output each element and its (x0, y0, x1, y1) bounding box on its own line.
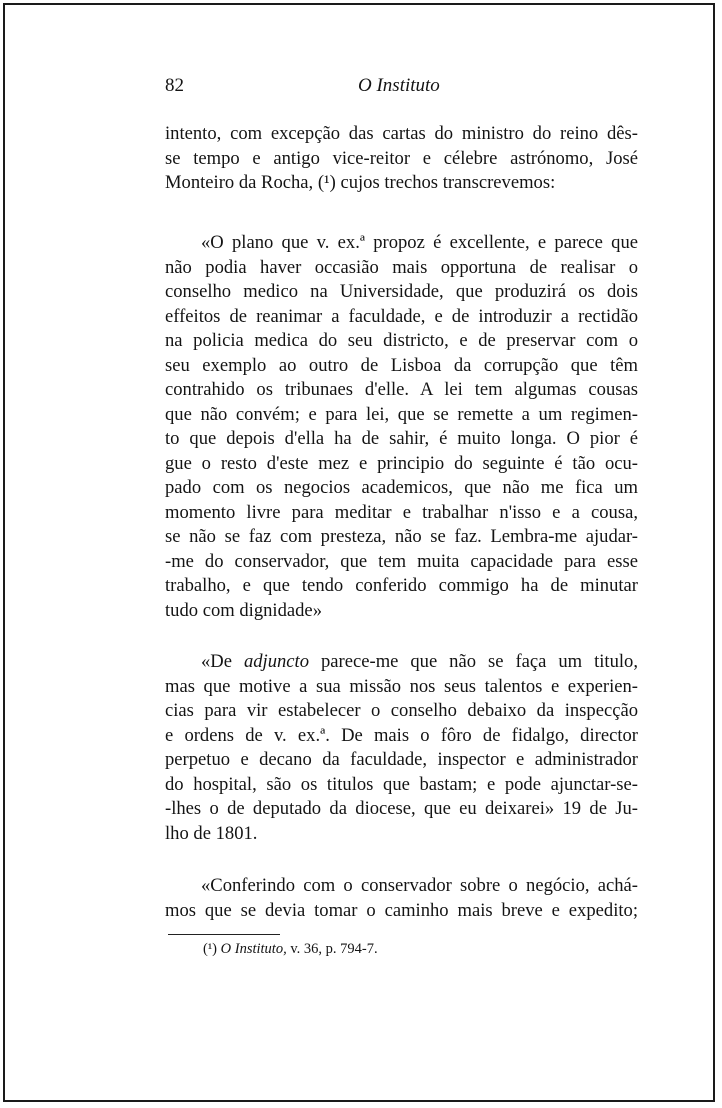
conferindo-paragraph (165, 874, 638, 923)
text-line: pado com os negocios academicos, que não me fica um (165, 477, 638, 498)
text-fragment: «De (201, 651, 244, 672)
text-line: perpetuo e decano da faculdade, inspector e administrador (165, 749, 638, 770)
text-line: tudo com dignidade» (165, 599, 322, 621)
text-line: do hospital, são os titulos que bastam; e pode ajunctar-se- (165, 773, 638, 795)
adjuncto-paragraph (165, 650, 638, 846)
running-title: O Instituto (358, 75, 440, 96)
text-line: intento, com excepção das cartas do ministro do reino dês- (165, 123, 638, 144)
page-number: 82 (165, 75, 184, 96)
text-line: conselho medico na Universidade, que produzirá os dois (165, 281, 638, 302)
text-line: «Conferindo com o conservador sobre o negócio, achá- (201, 875, 638, 896)
text-line: na policia medica do seu districto, e de preservar com o (165, 330, 638, 351)
text-line: -me do conservador, que tem muita capacidade para esse (165, 550, 638, 572)
text-line: mos que se devia tomar o caminho mais breve e expedito; (165, 899, 638, 921)
text-line: mas que motive a sua missão nos seus talentos e experien- (165, 675, 638, 697)
text-line: trabalho, e que tendo conferido commigo ha de minutar (165, 575, 638, 596)
text-line: que não convém; e para lei, que se remette a um regimen- (165, 403, 638, 425)
paragraph-intro (165, 122, 638, 196)
footnote-marker: (¹) (203, 941, 218, 957)
text-line (165, 650, 638, 675)
text-line: Monteiro da Rocha, (¹) cujos trechos transcrevemos: (165, 172, 556, 193)
text-line: to que depois d'ella ha de sahir, é muito longa. O pior é (165, 428, 638, 449)
text-line: lho de 1801. (165, 822, 258, 844)
quoted-letter-paragraph (165, 231, 638, 623)
text-line: «O plano que v. ex.ª propoz é excellente, e parece que (201, 232, 638, 253)
footnote-divider (168, 934, 280, 935)
emphasis-adjuncto: adjuncto (243, 651, 310, 672)
text-fragment: parece-me que não se faça um titulo, (309, 651, 638, 672)
footnote-journal: O Instituto, (220, 941, 287, 957)
text-line: não podia haver occasião mais opportuna de realisar o (165, 256, 638, 278)
text-line: -lhes o de deputado da diocese, que eu deixarei» 19 de Ju- (165, 798, 638, 819)
text-line: gue o resto d'este mez e principio do seguinte é tão ocu- (165, 452, 638, 474)
text-line: e ordens de v. ex.ª. De mais o fôro de fidalgo, director (165, 724, 638, 746)
text-line: cias para vir estabelecer o conselho debaixo da inspecção (165, 700, 638, 721)
text-line: momento livre para meditar e trabalhar n'isso e a cousa, (165, 501, 638, 523)
text-line: se não se faz com presteza, não se faz. Lembra-me ajudar- (165, 526, 638, 547)
text-line: contrahido os tribunaes d'elle. A lei tem algumas cousas (165, 379, 638, 400)
text-line: se tempo e antigo vice-reitor e célebre astrónomo, José (165, 147, 638, 169)
footnote-citation: v. 36, p. 794-7. (290, 941, 378, 957)
footnote (203, 939, 378, 959)
text-line: seu exemplo ao outro de Lisboa da corrupção que têm (165, 354, 638, 376)
text-line: effeitos de reanimar a faculdade, e de introduzir a rectidão (165, 305, 638, 327)
